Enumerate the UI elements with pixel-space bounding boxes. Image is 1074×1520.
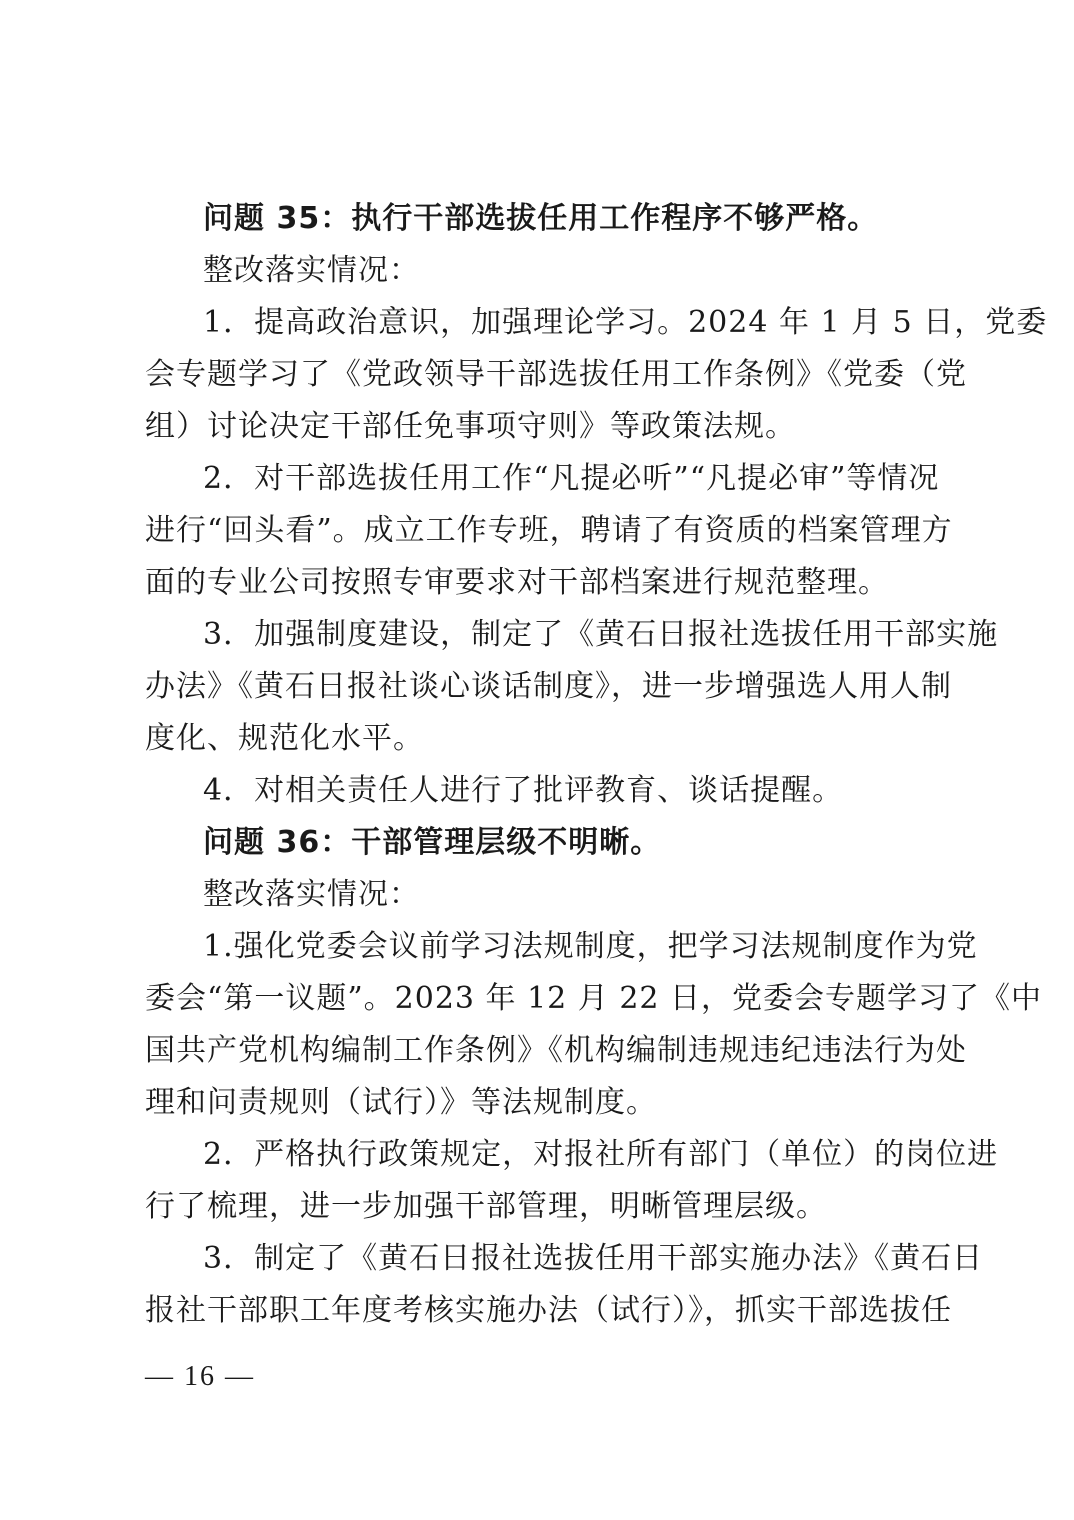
paragraph-line: 3．加强制度建设，制定了《黄石日报社选拔任用干部实施 <box>203 617 999 652</box>
paragraph-line: 2．严格执行政策规定，对报社所有部门（单位）的岗位进 <box>203 1137 999 1172</box>
paragraph-line: 报社干部职工年度考核实施办法（试行）》，抓实干部选拔任 <box>145 1293 952 1328</box>
paragraph-line: 2．对干部选拔任用工作“凡提必听”“凡提必审”等情况 <box>203 461 940 496</box>
paragraph-line: 组）讨论决定干部任免事项守则》等政策法规。 <box>145 409 796 444</box>
paragraph-line: 进行“回头看”。成立工作专班，聘请了有资质的档案管理方 <box>145 513 953 548</box>
section-heading: 问题 36：干部管理层级不明晰。 <box>203 825 662 860</box>
subheading: 整改落实情况： <box>203 253 420 288</box>
paragraph-line: 4．对相关责任人进行了批评教育、谈话提醒。 <box>203 773 844 808</box>
paragraph-line: 度化、规范化水平。 <box>145 721 424 756</box>
paragraph-line: 会专题学习了《党政领导干部选拔任用工作条例》《党委（党 <box>145 357 967 392</box>
paragraph-line: 1．提高政治意识，加强理论学习。2024 年 1 月 5 日，党委 <box>203 305 1048 340</box>
paragraph-line: 办法》《黄石日报社谈心谈话制度》，进一步增强选人用人制 <box>145 669 952 704</box>
paragraph-line: 国共产党机构编制工作条例》《机构编制违规违纪违法行为处 <box>145 1033 967 1068</box>
subheading: 整改落实情况： <box>203 877 420 912</box>
paragraph-line: 理和问责规则（试行）》等法规制度。 <box>145 1085 657 1120</box>
paragraph-line: 行了梳理，进一步加强干部管理，明晰管理层级。 <box>145 1189 827 1224</box>
page-number: — 16 — <box>145 1361 255 1392</box>
paragraph-line: 面的专业公司按照专审要求对干部档案进行规范整理。 <box>145 565 889 600</box>
paragraph-line: 委会“第一议题”。2023 年 12 月 22 日，党委会专题学习了《中 <box>145 981 1043 1016</box>
section-heading: 问题 35：执行干部选拔任用工作程序不够严格。 <box>203 201 879 236</box>
paragraph-line: 1.强化党委会议前学习法规制度，把学习法规制度作为党 <box>203 929 978 964</box>
paragraph-line: 3．制定了《黄石日报社选拔任用干部实施办法》《黄石日 <box>203 1241 984 1276</box>
